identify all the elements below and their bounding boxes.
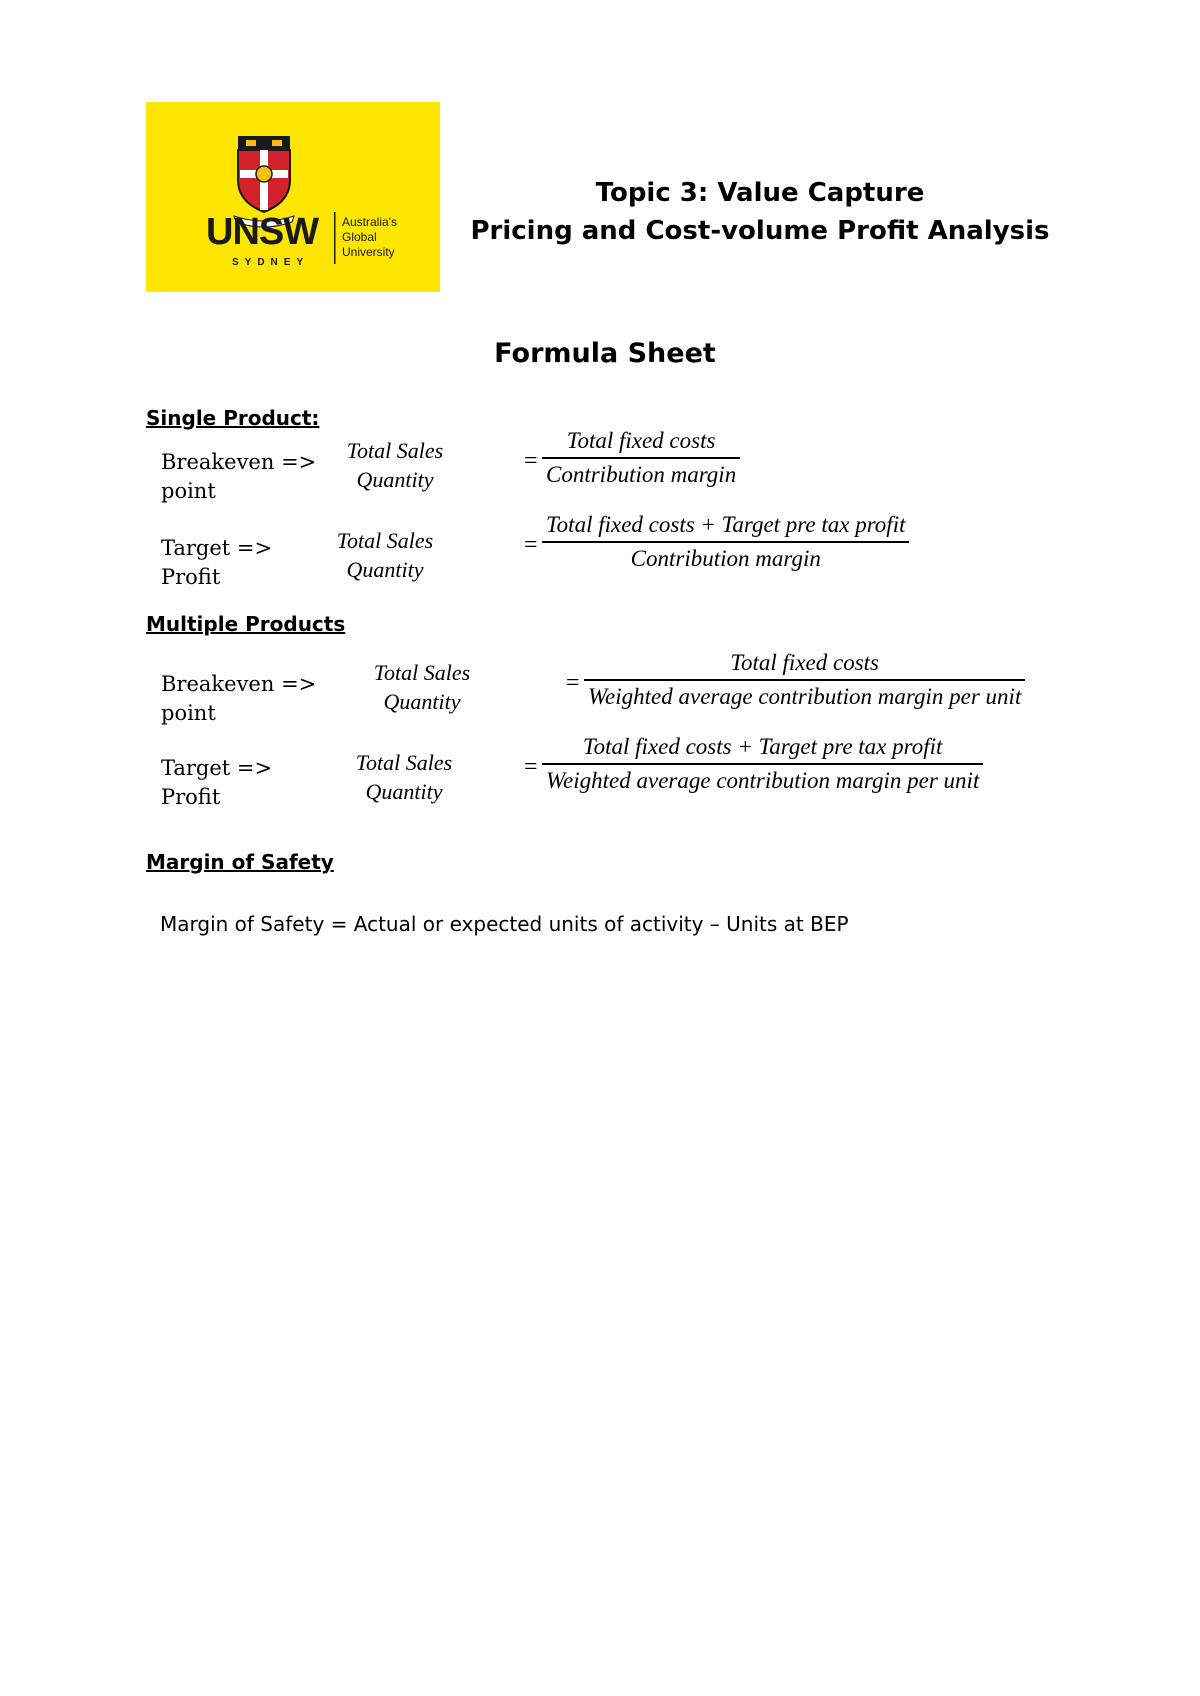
svg-text:SYDNEY: SYDNEY bbox=[232, 257, 310, 268]
unsw-crest-icon bbox=[146, 102, 440, 292]
multiple-breakeven-fraction bbox=[584, 650, 1025, 710]
single-target-label: Target => Profit bbox=[161, 536, 273, 589]
multiple-breakeven-quantity: Total Sales Quantity bbox=[373, 660, 471, 714]
topic-subtitle: Pricing and Cost-volume Profit Analysis bbox=[470, 216, 1050, 246]
unsw-logo bbox=[146, 102, 440, 292]
fraction-denominator: Contribution margin bbox=[546, 462, 737, 487]
fraction-numerator: Total fixed costs + Target pre tax profit bbox=[582, 734, 943, 759]
multiple-breakeven-equals: = bbox=[566, 670, 580, 696]
multiple-target-equals: = bbox=[524, 754, 538, 780]
fraction-denominator: Weighted average contribution margin per unit bbox=[546, 768, 980, 793]
multiple-target-fraction bbox=[542, 734, 983, 794]
fraction-denominator: Contribution margin bbox=[630, 546, 821, 571]
fraction-denominator: Weighted average contribution margin per unit bbox=[588, 684, 1022, 709]
margin-of-safety-formula: Margin of Safety = Actual or expected units of activity – Units at BEP bbox=[160, 912, 849, 936]
multiple-target-quantity: Total Sales Quantity bbox=[355, 750, 453, 804]
multiple-breakeven-label: Breakeven => point bbox=[161, 672, 317, 725]
formula-sheet-title: Formula Sheet bbox=[494, 338, 716, 369]
single-breakeven-equals: = bbox=[524, 448, 538, 474]
svg-text:Australia's: Australia's bbox=[342, 215, 397, 229]
single-target-quantity: Total Sales Quantity bbox=[336, 528, 434, 582]
multiple-products-heading: Multiple Products bbox=[146, 612, 346, 636]
fraction-numerator: Total fixed costs + Target pre tax profit bbox=[546, 512, 906, 537]
svg-text:University: University bbox=[342, 245, 395, 259]
single-target-equals: = bbox=[524, 532, 538, 558]
multiple-target-label: Target => Profit bbox=[161, 756, 273, 809]
margin-of-safety-heading: Margin of Safety bbox=[146, 850, 334, 874]
single-product-heading: Single Product: bbox=[146, 406, 320, 430]
fraction-numerator: Total fixed costs bbox=[566, 428, 716, 453]
single-target-fraction bbox=[542, 512, 909, 572]
topic-title: Topic 3: Value Capture bbox=[595, 178, 925, 208]
single-breakeven-fraction bbox=[542, 428, 740, 488]
single-breakeven-quantity: Total Sales Quantity bbox=[346, 438, 444, 492]
svg-text:UNSW: UNSW bbox=[206, 211, 319, 253]
fraction-numerator: Total fixed costs bbox=[730, 650, 879, 675]
svg-text:Global: Global bbox=[342, 230, 377, 244]
single-breakeven-label: Breakeven => point bbox=[161, 450, 317, 503]
